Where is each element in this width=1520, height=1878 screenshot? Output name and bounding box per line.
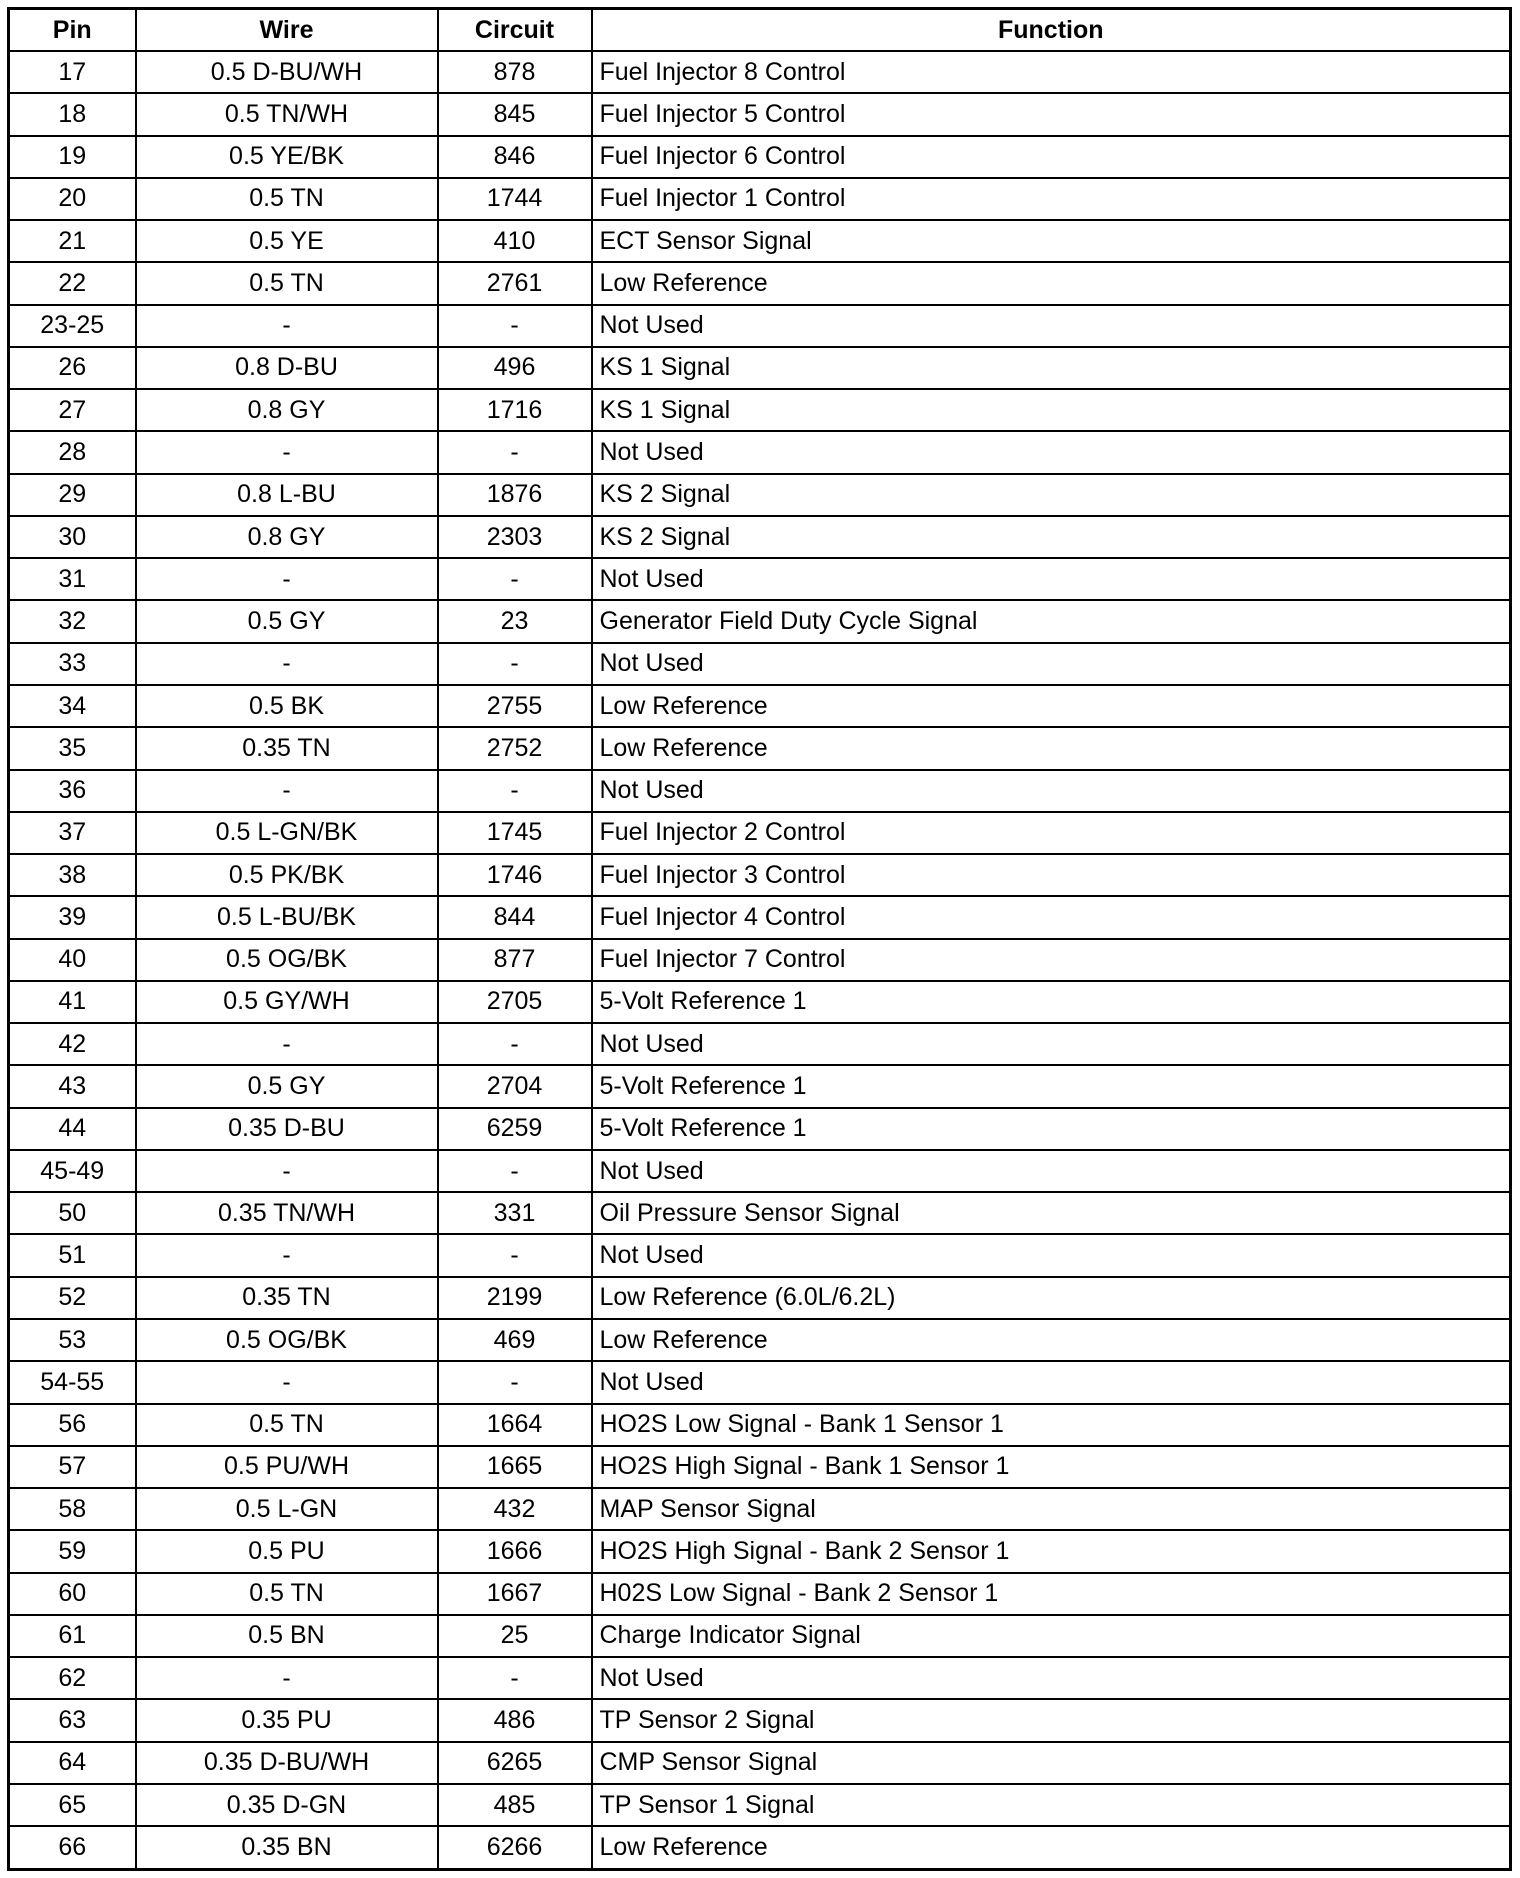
cell-function: MAP Sensor Signal <box>592 1488 1511 1530</box>
cell-wire: 0.5 GY <box>136 1065 438 1107</box>
cell-circuit: 485 <box>438 1784 592 1826</box>
table-row <box>9 347 1511 389</box>
cell-function: Fuel Injector 6 Control <box>592 136 1511 178</box>
cell-circuit: 6266 <box>438 1826 592 1869</box>
table-row <box>9 896 1511 938</box>
table-row <box>9 812 1511 854</box>
cell-wire: - <box>136 1150 438 1192</box>
table-row <box>9 1742 1511 1784</box>
cell-pin: 18 <box>9 93 136 135</box>
cell-function: Fuel Injector 7 Control <box>592 939 1511 981</box>
cell-function: Charge Indicator Signal <box>592 1615 1511 1657</box>
cell-wire: 0.5 L-GN <box>136 1488 438 1530</box>
cell-circuit: 1666 <box>438 1530 592 1572</box>
cell-pin: 41 <box>9 981 136 1023</box>
table-row <box>9 1446 1511 1488</box>
table-row <box>9 431 1511 473</box>
cell-wire: 0.5 GY <box>136 600 438 642</box>
cell-circuit: 410 <box>438 220 592 262</box>
cell-circuit: 486 <box>438 1699 592 1741</box>
table-row <box>9 1319 1511 1361</box>
cell-pin: 34 <box>9 685 136 727</box>
cell-function: CMP Sensor Signal <box>592 1742 1511 1784</box>
cell-pin: 17 <box>9 51 136 93</box>
cell-pin: 44 <box>9 1108 136 1150</box>
header-row <box>9 9 1511 52</box>
table-row <box>9 220 1511 262</box>
table-row <box>9 1361 1511 1403</box>
cell-function: Not Used <box>592 1657 1511 1699</box>
cell-pin: 65 <box>9 1784 136 1826</box>
cell-function: TP Sensor 2 Signal <box>592 1699 1511 1741</box>
cell-wire: 0.35 TN <box>136 727 438 769</box>
cell-function: KS 1 Signal <box>592 347 1511 389</box>
cell-wire: - <box>136 558 438 600</box>
cell-function: Not Used <box>592 305 1511 347</box>
cell-function: Low Reference <box>592 727 1511 769</box>
cell-circuit: 1744 <box>438 178 592 220</box>
cell-wire: 0.35 D-BU <box>136 1108 438 1150</box>
cell-wire: 0.5 GY/WH <box>136 981 438 1023</box>
cell-circuit: - <box>438 1150 592 1192</box>
cell-wire: 0.5 PK/BK <box>136 854 438 896</box>
cell-pin: 20 <box>9 178 136 220</box>
cell-circuit: - <box>438 1657 592 1699</box>
cell-wire: 0.8 L-BU <box>136 474 438 516</box>
cell-circuit: - <box>438 431 592 473</box>
cell-pin: 54-55 <box>9 1361 136 1403</box>
table-row <box>9 51 1511 93</box>
cell-pin: 37 <box>9 812 136 854</box>
cell-function: Low Reference <box>592 1826 1511 1869</box>
table-row <box>9 558 1511 600</box>
cell-function: Low Reference <box>592 685 1511 727</box>
cell-circuit: 1745 <box>438 812 592 854</box>
cell-circuit: 2704 <box>438 1065 592 1107</box>
cell-pin: 58 <box>9 1488 136 1530</box>
cell-pin: 33 <box>9 643 136 685</box>
cell-pin: 27 <box>9 389 136 431</box>
table-row <box>9 981 1511 1023</box>
cell-function: HO2S High Signal - Bank 1 Sensor 1 <box>592 1446 1511 1488</box>
table-row <box>9 1699 1511 1741</box>
cell-function: Generator Field Duty Cycle Signal <box>592 600 1511 642</box>
cell-function: Fuel Injector 3 Control <box>592 854 1511 896</box>
cell-circuit: 23 <box>438 600 592 642</box>
cell-pin: 26 <box>9 347 136 389</box>
cell-circuit: - <box>438 1361 592 1403</box>
cell-circuit: 878 <box>438 51 592 93</box>
pinout-table-container <box>7 7 1512 1871</box>
cell-circuit: 844 <box>438 896 592 938</box>
table-row <box>9 854 1511 896</box>
cell-wire: - <box>136 770 438 812</box>
cell-circuit: - <box>438 643 592 685</box>
table-row <box>9 389 1511 431</box>
table-row <box>9 643 1511 685</box>
cell-function: 5-Volt Reference 1 <box>592 981 1511 1023</box>
cell-circuit: 432 <box>438 1488 592 1530</box>
cell-circuit: - <box>438 1234 592 1276</box>
table-row <box>9 1108 1511 1150</box>
cell-wire: - <box>136 431 438 473</box>
cell-circuit: 1876 <box>438 474 592 516</box>
cell-pin: 43 <box>9 1065 136 1107</box>
table-body <box>9 51 1511 1870</box>
cell-wire: 0.35 TN/WH <box>136 1192 438 1234</box>
cell-function: Fuel Injector 4 Control <box>592 896 1511 938</box>
cell-pin: 57 <box>9 1446 136 1488</box>
cell-wire: 0.35 BN <box>136 1826 438 1869</box>
cell-function: KS 2 Signal <box>592 474 1511 516</box>
cell-function: Low Reference (6.0L/6.2L) <box>592 1277 1511 1319</box>
cell-circuit: 2303 <box>438 516 592 558</box>
cell-wire: 0.5 PU/WH <box>136 1446 438 1488</box>
cell-wire: 0.35 D-BU/WH <box>136 1742 438 1784</box>
cell-pin: 64 <box>9 1742 136 1784</box>
table-row <box>9 1615 1511 1657</box>
cell-pin: 21 <box>9 220 136 262</box>
cell-wire: 0.5 TN <box>136 1404 438 1446</box>
cell-wire: - <box>136 1361 438 1403</box>
cell-function: H02S Low Signal - Bank 2 Sensor 1 <box>592 1573 1511 1615</box>
table-row <box>9 770 1511 812</box>
cell-pin: 60 <box>9 1573 136 1615</box>
cell-pin: 23-25 <box>9 305 136 347</box>
cell-wire: 0.8 GY <box>136 516 438 558</box>
cell-function: Fuel Injector 8 Control <box>592 51 1511 93</box>
cell-circuit: 2755 <box>438 685 592 727</box>
header-wire: Wire <box>136 9 438 52</box>
cell-pin: 61 <box>9 1615 136 1657</box>
table-row <box>9 1065 1511 1107</box>
cell-wire: 0.5 L-GN/BK <box>136 812 438 854</box>
table-row <box>9 1784 1511 1826</box>
cell-function: Not Used <box>592 1234 1511 1276</box>
table-row <box>9 262 1511 304</box>
cell-function: 5-Volt Reference 1 <box>592 1065 1511 1107</box>
cell-pin: 66 <box>9 1826 136 1869</box>
cell-pin: 22 <box>9 262 136 304</box>
cell-pin: 36 <box>9 770 136 812</box>
cell-wire: 0.5 TN <box>136 262 438 304</box>
cell-circuit: 846 <box>438 136 592 178</box>
header-function: Function <box>592 9 1511 52</box>
cell-circuit: 1665 <box>438 1446 592 1488</box>
cell-wire: 0.8 D-BU <box>136 347 438 389</box>
cell-wire: - <box>136 305 438 347</box>
cell-function: Fuel Injector 5 Control <box>592 93 1511 135</box>
cell-pin: 19 <box>9 136 136 178</box>
connector-pinout-table <box>7 7 1512 1871</box>
cell-wire: 0.5 TN <box>136 1573 438 1615</box>
cell-function: KS 1 Signal <box>592 389 1511 431</box>
table-row <box>9 1657 1511 1699</box>
cell-wire: - <box>136 1234 438 1276</box>
cell-wire: 0.35 D-GN <box>136 1784 438 1826</box>
table-row <box>9 1826 1511 1869</box>
cell-wire: 0.8 GY <box>136 389 438 431</box>
table-row <box>9 1234 1511 1276</box>
cell-circuit: 1716 <box>438 389 592 431</box>
cell-function: Not Used <box>592 1150 1511 1192</box>
cell-wire: 0.5 YE/BK <box>136 136 438 178</box>
cell-circuit: 331 <box>438 1192 592 1234</box>
cell-pin: 32 <box>9 600 136 642</box>
cell-pin: 31 <box>9 558 136 600</box>
cell-wire: 0.5 PU <box>136 1530 438 1572</box>
cell-circuit: 25 <box>438 1615 592 1657</box>
cell-function: TP Sensor 1 Signal <box>592 1784 1511 1826</box>
cell-pin: 56 <box>9 1404 136 1446</box>
cell-wire: 0.5 TN <box>136 178 438 220</box>
cell-wire: - <box>136 1657 438 1699</box>
cell-circuit: 469 <box>438 1319 592 1361</box>
cell-circuit: 2705 <box>438 981 592 1023</box>
table-row <box>9 474 1511 516</box>
cell-wire: 0.35 TN <box>136 1277 438 1319</box>
cell-circuit: 6265 <box>438 1742 592 1784</box>
cell-circuit: 2752 <box>438 727 592 769</box>
cell-wire: - <box>136 643 438 685</box>
cell-circuit: 496 <box>438 347 592 389</box>
cell-function: HO2S High Signal - Bank 2 Sensor 1 <box>592 1530 1511 1572</box>
cell-wire: 0.5 L-BU/BK <box>136 896 438 938</box>
cell-function: Not Used <box>592 431 1511 473</box>
cell-pin: 30 <box>9 516 136 558</box>
table-row <box>9 1488 1511 1530</box>
table-row <box>9 136 1511 178</box>
cell-wire: 0.5 YE <box>136 220 438 262</box>
table-row <box>9 939 1511 981</box>
cell-circuit: 6259 <box>438 1108 592 1150</box>
table-row <box>9 600 1511 642</box>
cell-circuit: 1746 <box>438 854 592 896</box>
cell-circuit: 845 <box>438 93 592 135</box>
cell-function: 5-Volt Reference 1 <box>592 1108 1511 1150</box>
cell-function: Fuel Injector 2 Control <box>592 812 1511 854</box>
table-row <box>9 727 1511 769</box>
cell-pin: 28 <box>9 431 136 473</box>
cell-pin: 38 <box>9 854 136 896</box>
cell-circuit: 1664 <box>438 1404 592 1446</box>
cell-circuit: - <box>438 1023 592 1065</box>
table-row <box>9 178 1511 220</box>
cell-pin: 62 <box>9 1657 136 1699</box>
cell-wire: 0.5 D-BU/WH <box>136 51 438 93</box>
header-circuit: Circuit <box>438 9 592 52</box>
cell-wire: 0.5 OG/BK <box>136 939 438 981</box>
cell-function: ECT Sensor Signal <box>592 220 1511 262</box>
cell-pin: 59 <box>9 1530 136 1572</box>
cell-pin: 35 <box>9 727 136 769</box>
cell-pin: 40 <box>9 939 136 981</box>
cell-function: HO2S Low Signal - Bank 1 Sensor 1 <box>592 1404 1511 1446</box>
cell-pin: 53 <box>9 1319 136 1361</box>
cell-pin: 45-49 <box>9 1150 136 1192</box>
cell-pin: 52 <box>9 1277 136 1319</box>
cell-function: KS 2 Signal <box>592 516 1511 558</box>
cell-wire: 0.5 BK <box>136 685 438 727</box>
cell-pin: 42 <box>9 1023 136 1065</box>
cell-function: Not Used <box>592 558 1511 600</box>
cell-wire: 0.5 TN/WH <box>136 93 438 135</box>
cell-circuit: - <box>438 305 592 347</box>
table-row <box>9 305 1511 347</box>
cell-pin: 39 <box>9 896 136 938</box>
cell-pin: 51 <box>9 1234 136 1276</box>
cell-function: Not Used <box>592 1361 1511 1403</box>
cell-pin: 50 <box>9 1192 136 1234</box>
cell-circuit: 2761 <box>438 262 592 304</box>
table-row <box>9 516 1511 558</box>
header-pin: Pin <box>9 9 136 52</box>
cell-circuit: 1667 <box>438 1573 592 1615</box>
table-row <box>9 1404 1511 1446</box>
table-row <box>9 1277 1511 1319</box>
cell-function: Oil Pressure Sensor Signal <box>592 1192 1511 1234</box>
cell-function: Not Used <box>592 770 1511 812</box>
table-row <box>9 1530 1511 1572</box>
cell-circuit: - <box>438 770 592 812</box>
cell-circuit: 2199 <box>438 1277 592 1319</box>
table-row <box>9 93 1511 135</box>
table-row <box>9 1150 1511 1192</box>
table-row <box>9 1023 1511 1065</box>
cell-wire: 0.5 BN <box>136 1615 438 1657</box>
table-header <box>9 9 1511 52</box>
cell-function: Low Reference <box>592 262 1511 304</box>
table-row <box>9 1192 1511 1234</box>
cell-wire: 0.35 PU <box>136 1699 438 1741</box>
table-row <box>9 685 1511 727</box>
cell-function: Low Reference <box>592 1319 1511 1361</box>
cell-pin: 63 <box>9 1699 136 1741</box>
cell-circuit: - <box>438 558 592 600</box>
cell-wire: - <box>136 1023 438 1065</box>
table-row <box>9 1573 1511 1615</box>
cell-pin: 29 <box>9 474 136 516</box>
cell-circuit: 877 <box>438 939 592 981</box>
cell-function: Fuel Injector 1 Control <box>592 178 1511 220</box>
cell-function: Not Used <box>592 1023 1511 1065</box>
cell-wire: 0.5 OG/BK <box>136 1319 438 1361</box>
cell-function: Not Used <box>592 643 1511 685</box>
